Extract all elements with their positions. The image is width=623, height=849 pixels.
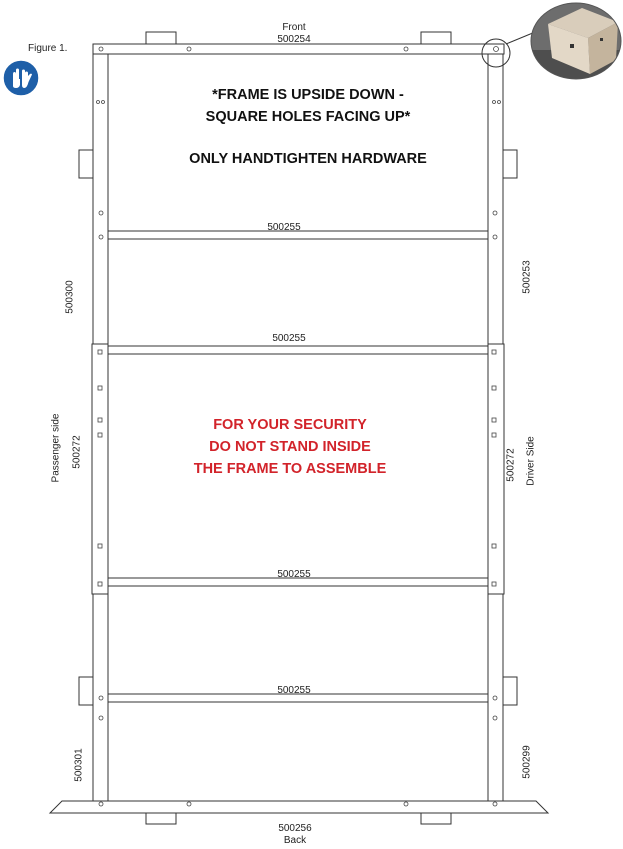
left-upper-rail-label: 500300 [64,280,76,314]
back-member [50,801,548,813]
side-tab-right-1 [503,150,517,178]
back-label: Back [283,835,307,846]
right-upper-rail [488,54,503,344]
gloves-icon [2,59,40,97]
safety-warning [140,414,440,480]
crossbar-4-label: 500255 [277,685,311,696]
side-tab-left-2 [79,677,93,705]
back-tab-left [146,812,176,824]
side-tab-left-1 [79,150,93,178]
warning-line-1: FOR YOUR SECURITY [213,417,367,433]
driver-side-label: Driver Side [525,436,537,486]
crossbar-2-label: 500255 [272,333,306,344]
instruction-line-1: *FRAME IS UPSIDE DOWN - [212,87,404,103]
right-lower-rail-label: 500299 [521,745,533,779]
front-part-number: 500254 [277,34,311,45]
crossbar-2 [108,346,488,354]
crossbar-3-label: 500255 [277,569,311,580]
instruction-line-2: SQUARE HOLES FACING UP* [205,109,411,125]
assembly-instructions [148,84,468,170]
front-tab-right [421,32,451,44]
back-tab-right [421,812,451,824]
passenger-side-label: Passenger side [50,413,62,483]
front-label: Front [282,22,306,33]
corner-detail-photo [530,2,622,80]
instruction-line-3: ONLY HANDTIGHTEN HARDWARE [189,151,427,167]
figure-label: Figure 1. [28,43,68,54]
back-part-number: 500256 [278,823,312,834]
right-middle-rail [488,344,504,594]
left-middle-rail-label: 500272 [71,435,83,469]
side-tab-right-2 [503,677,517,705]
crossbar-1-label: 500255 [267,222,301,233]
left-middle-rail [92,344,108,594]
front-member [93,44,504,54]
left-lower-rail-label: 500301 [73,748,85,782]
warning-line-3: THE FRAME TO ASSEMBLE [193,461,387,477]
left-upper-rail [93,54,108,344]
right-middle-rail-label: 500272 [505,448,517,482]
right-upper-rail-label: 500253 [521,260,533,294]
front-tab-left [146,32,176,44]
warning-line-2: DO NOT STAND INSIDE [209,439,371,455]
